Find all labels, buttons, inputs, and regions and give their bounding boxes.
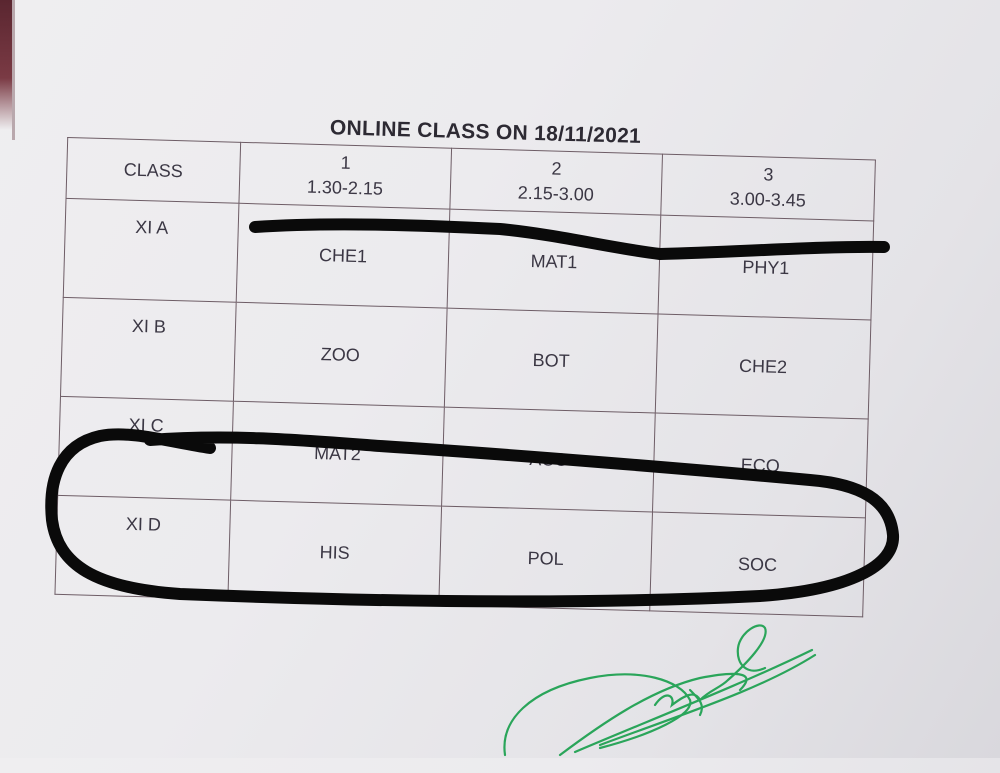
- marker-circle: [51, 434, 893, 601]
- period-number: 2: [551, 158, 562, 179]
- period-number: 3: [763, 164, 774, 185]
- subject-cell: ECO: [652, 413, 868, 518]
- subject-cell: BOT: [444, 308, 658, 413]
- document-title: ONLINE CLASS ON 18/11/2021: [329, 116, 642, 148]
- class-cell: XI C: [58, 396, 234, 500]
- period-time: 3.00-3.45: [729, 188, 807, 211]
- class-cell: XI D: [55, 495, 231, 599]
- marker-underline: [255, 224, 884, 254]
- class-cell: XI B: [60, 297, 236, 401]
- subject-cell: MAT1: [447, 209, 661, 314]
- subject-cell: ZOO: [233, 302, 447, 407]
- class-cell: XI A: [63, 198, 239, 302]
- subject-cell: CHE1: [236, 203, 450, 308]
- subject-cell: MAT2: [231, 401, 445, 506]
- period-number: 1: [340, 152, 351, 173]
- subject-cell: PHY1: [658, 215, 874, 320]
- subject-cell: ACC: [442, 407, 656, 512]
- signature-icon: [504, 625, 815, 755]
- period-time: 2.15-3.00: [517, 182, 595, 205]
- header-class-cell: CLASS: [66, 137, 241, 203]
- subject-cell: CHE2: [655, 314, 871, 419]
- subject-cell: POL: [439, 506, 653, 611]
- period-time: 1.30-2.15: [306, 176, 384, 199]
- subject-cell: HIS: [228, 500, 442, 605]
- subject-cell: SOC: [650, 512, 866, 617]
